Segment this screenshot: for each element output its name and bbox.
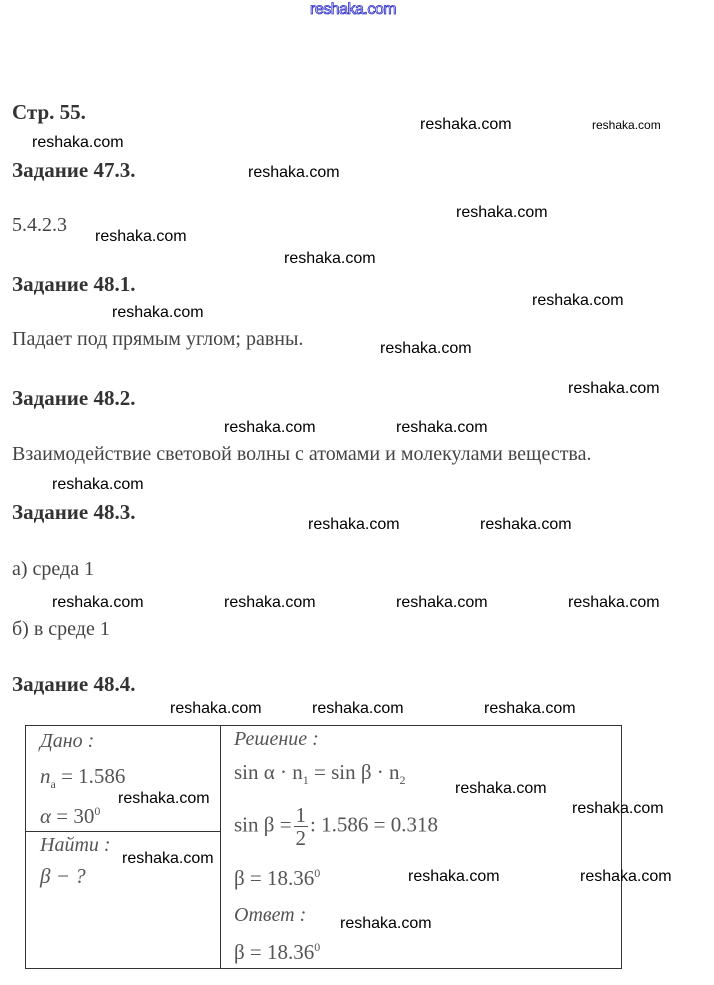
watermark: reshaka.com: [122, 850, 214, 867]
fraction-denominator: 2: [295, 826, 307, 850]
answer-label: Ответ :: [234, 904, 307, 926]
task-48-2-title: Задание 48.2.: [12, 386, 136, 410]
watermark: reshaka.com: [380, 340, 472, 357]
watermark: reshaka.com: [340, 915, 432, 932]
watermark: reshaka.com: [32, 134, 124, 151]
fraction: [294, 804, 309, 849]
task-48-4-title: Задание 48.4.: [12, 672, 136, 696]
watermark: reshaka.com: [312, 700, 404, 717]
task-48-1-answer: Падает под прямым углом; равны.: [12, 328, 304, 350]
row-divider: [26, 831, 220, 832]
watermark: reshaka.com: [308, 516, 400, 533]
watermark: reshaka.com: [572, 800, 664, 817]
watermark: reshaka.com: [52, 476, 144, 493]
find-label: Найти :: [40, 834, 111, 856]
alpha-value: = 30: [56, 804, 95, 828]
watermark: reshaka.com: [580, 868, 672, 885]
given-refractive-index: $n_a = 1.586$: [40, 764, 126, 792]
degree-sign: 0: [314, 866, 321, 880]
site-link[interactable]: reshaka.com: [310, 1, 397, 18]
watermark: reshaka.com: [396, 419, 488, 436]
task-48-3-title: Задание 48.3.: [12, 500, 136, 524]
watermark: reshaka.com: [408, 868, 500, 885]
eq1-left: sin α · n: [234, 760, 303, 784]
watermark: reshaka.com: [532, 292, 624, 309]
snell-law-equation: [234, 760, 406, 788]
solution-table: [25, 725, 622, 969]
n-value: = 1.586: [61, 764, 126, 788]
find-value: β − ?: [40, 864, 86, 888]
watermark: reshaka.com: [456, 204, 548, 221]
watermark: reshaka.com: [455, 780, 547, 797]
watermark: reshaka.com: [480, 516, 572, 533]
watermark: reshaka.com: [224, 419, 316, 436]
watermark: reshaka.com: [112, 304, 204, 321]
eq1-sub2: 2: [399, 773, 406, 788]
watermark: reshaka.com: [224, 594, 316, 611]
page-label: Стр. 55.: [12, 100, 86, 124]
degree-sign: 0: [314, 940, 321, 954]
answer-value: [234, 940, 320, 964]
sin-beta-equation: [234, 804, 438, 849]
task-47-3-answer: 5.4.2.3: [12, 214, 67, 236]
watermark: reshaka.com: [170, 700, 262, 717]
watermark: reshaka.com: [420, 116, 512, 133]
watermark: reshaka.com: [248, 164, 340, 181]
watermark: reshaka.com: [484, 700, 576, 717]
eq2-right: : 1.586 = 0.318: [310, 812, 438, 837]
task-48-1-title: Задание 48.1.: [12, 272, 136, 296]
watermark: reshaka.com: [95, 228, 187, 245]
task-47-3-title: Задание 47.3.: [12, 158, 136, 182]
watermark: reshaka.com: [118, 790, 210, 807]
watermark: reshaka.com: [284, 250, 376, 267]
fraction-numerator: 1: [295, 803, 307, 827]
given-label: Дано :: [40, 730, 95, 752]
given-angle: $\alpha = 30^0$: [40, 804, 101, 828]
eq2-left: sin β =: [234, 812, 292, 837]
n-subscript: a: [50, 777, 56, 792]
task-48-2-answer: Взаимодействие световой волны с атомами и молекулами вещества.: [12, 443, 592, 465]
watermark: reshaka.com: [592, 118, 661, 132]
watermark: reshaka.com: [568, 594, 660, 611]
column-divider: [220, 726, 221, 968]
beta-result: [234, 866, 320, 890]
eq1-sub1: 1: [302, 773, 309, 788]
watermark: reshaka.com: [396, 594, 488, 611]
watermark: reshaka.com: [52, 594, 144, 611]
eq1-right: = sin β · n: [308, 760, 400, 784]
watermark: reshaka.com: [568, 380, 660, 397]
task-48-3-answer-a: а) среда 1: [12, 558, 95, 580]
task-48-3-answer-b: б) в среде 1: [12, 618, 110, 640]
answer-text: β = 18.36: [234, 940, 315, 964]
degree-sign: 0: [94, 804, 101, 818]
solution-label: Решение :: [234, 728, 319, 750]
eq3: β = 18.36: [234, 866, 315, 890]
